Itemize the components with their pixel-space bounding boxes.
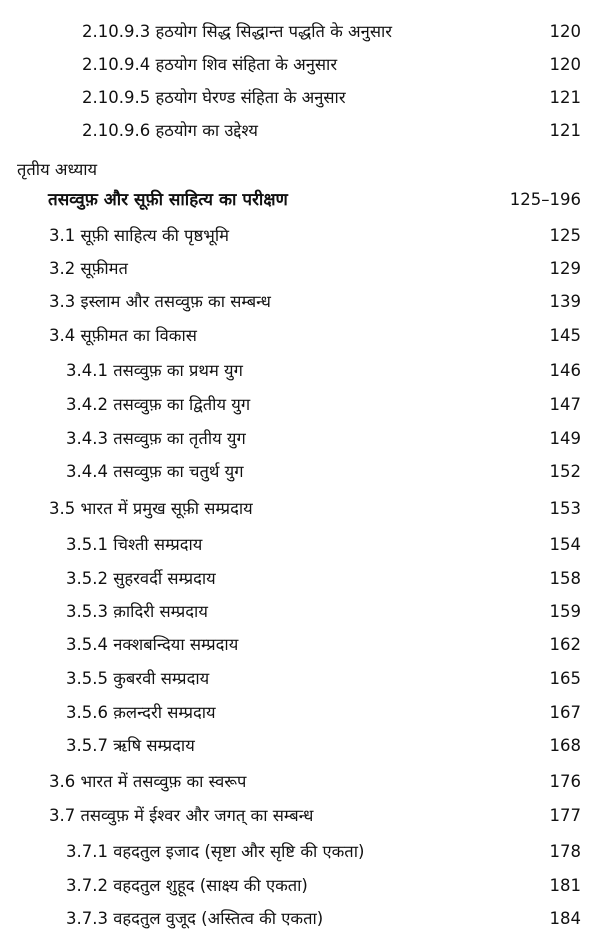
toc-entry-3-4-4 — [0, 456, 600, 488]
toc-entry-3-7 — [0, 800, 600, 832]
entry-page: 178 — [549, 842, 581, 861]
entry-title: 3.4.1 तसव्वुफ़ का प्रथम युग — [66, 361, 243, 380]
entry-page: 177 — [549, 806, 581, 825]
entry-title: 3.7.2 वहदतुल शुहूद (साक्ष्य की एकता) — [66, 876, 308, 895]
toc-entry-3-1 — [0, 220, 600, 252]
entry-title: 2.10.9.6 हठयोग का उद्देश्य — [82, 121, 258, 140]
toc-entry-3-5-3 — [0, 596, 600, 628]
entry-page: 162 — [549, 635, 581, 654]
toc-entry-3-4-2 — [0, 389, 600, 421]
entry-title: 3.1 सूफ़ी साहित्य की पृष्ठभूमि — [49, 226, 229, 245]
toc-entry-2-10-9-5 — [0, 82, 600, 114]
toc-entry-3-5-7 — [0, 730, 600, 762]
toc-entry-3-5-2 — [0, 563, 600, 595]
toc-entry-3-4-1 — [0, 355, 600, 387]
toc-entry-3-4 — [0, 320, 600, 352]
toc-entry-2-10-9-3 — [0, 16, 600, 48]
toc-chapter-heading — [0, 184, 600, 216]
entry-title: 3.4.2 तसव्वुफ़ का द्वितीय युग — [66, 395, 251, 414]
entry-page: 184 — [549, 909, 581, 928]
chapter-label: तृतीय अध्याय — [17, 160, 98, 179]
entry-title: 3.4.4 तसव्वुफ़ का चतुर्थ युग — [66, 462, 244, 481]
entry-title: 3.5.2 सुहरवर्दी सम्प्रदाय — [66, 569, 216, 588]
entry-page: 167 — [549, 703, 581, 722]
toc-entry-3-7-1 — [0, 836, 600, 868]
toc-entry-3-5-6 — [0, 697, 600, 729]
entry-page: 121 — [549, 88, 581, 107]
toc-entry-3-3 — [0, 286, 600, 318]
chapter-title: तसव्वुफ़ और सूफ़ी साहित्य का परीक्षण — [48, 190, 288, 210]
entry-page: 152 — [549, 462, 581, 481]
entry-page: 139 — [549, 292, 581, 311]
chapter-page-range: 125–196 — [509, 190, 581, 209]
entry-title: 3.7.1 वहदतुल इजाद (सृष्टा और सृष्टि की एकता) — [66, 842, 365, 861]
entry-page: 145 — [549, 326, 581, 345]
entry-title: 3.2 सूफ़ीमत — [49, 259, 128, 278]
toc-entry-3-4-3 — [0, 423, 600, 455]
entry-page: 120 — [549, 55, 581, 74]
entry-title: 2.10.9.4 हठयोग शिव संहिता के अनुसार — [82, 55, 338, 74]
entry-title: 3.5.7 ऋषि सम्प्रदाय — [66, 736, 195, 755]
entry-page: 159 — [549, 602, 581, 621]
entry-page: 153 — [549, 499, 581, 518]
entry-page: 121 — [549, 121, 581, 140]
entry-title: 3.5.5 कुबरवी सम्प्रदाय — [66, 669, 210, 688]
entry-page: 181 — [549, 876, 581, 895]
toc-entry-3-7-2 — [0, 870, 600, 902]
entry-page: 158 — [549, 569, 581, 588]
entry-title: 3.5.3 क़ादिरी सम्प्रदाय — [66, 602, 208, 621]
toc-entry-3-6 — [0, 766, 600, 798]
toc-entry-2-10-9-6 — [0, 115, 600, 147]
entry-title: 3.4.3 तसव्वुफ़ का तृतीय युग — [66, 429, 246, 448]
entry-page: 176 — [549, 772, 581, 791]
toc-entry-3-5-5 — [0, 663, 600, 695]
entry-title: 3.7.3 वहदतुल वुजूद (अस्तित्व की एकता) — [66, 909, 324, 928]
entry-title: 3.4 सूफ़ीमत का विकास — [49, 326, 197, 345]
entry-page: 147 — [549, 395, 581, 414]
toc-entry-3-5-4 — [0, 629, 600, 661]
entry-page: 129 — [549, 259, 581, 278]
toc-entry-3-7-3 — [0, 903, 600, 935]
entry-title: 3.5.4 नक्शबन्दिया सम्प्रदाय — [66, 635, 239, 654]
entry-page: 120 — [549, 22, 581, 41]
entry-page: 154 — [549, 535, 581, 554]
entry-page: 149 — [549, 429, 581, 448]
toc-entry-3-5-1 — [0, 529, 600, 561]
entry-title: 3.3 इस्लाम और तसव्वुफ़ का सम्बन्ध — [49, 292, 271, 311]
entry-title: 3.5 भारत में प्रमुख सूफ़ी सम्प्रदाय — [49, 499, 253, 518]
entry-title: 3.6 भारत में तसव्वुफ़ का स्वरूप — [49, 772, 247, 791]
entry-title: 2.10.9.5 हठयोग घेरण्ड संहिता के अनुसार — [82, 88, 346, 107]
entry-title: 3.5.1 चिश्ती सम्प्रदाय — [66, 535, 203, 554]
entry-title: 3.7 तसव्वुफ़ में ईश्वर और जगत् का सम्बन्ध — [49, 806, 314, 825]
toc-entry-2-10-9-4 — [0, 49, 600, 81]
toc-entry-3-5 — [0, 493, 600, 525]
entry-title: 3.5.6 क़लन्दरी सम्प्रदाय — [66, 703, 216, 722]
entry-title: 2.10.9.3 हठयोग सिद्ध सिद्धान्त पद्धति के अनुसार — [82, 22, 393, 41]
entry-page: 168 — [549, 736, 581, 755]
entry-page: 146 — [549, 361, 581, 380]
entry-page: 125 — [549, 226, 581, 245]
entry-page: 165 — [549, 669, 581, 688]
toc-entry-3-2 — [0, 253, 600, 285]
